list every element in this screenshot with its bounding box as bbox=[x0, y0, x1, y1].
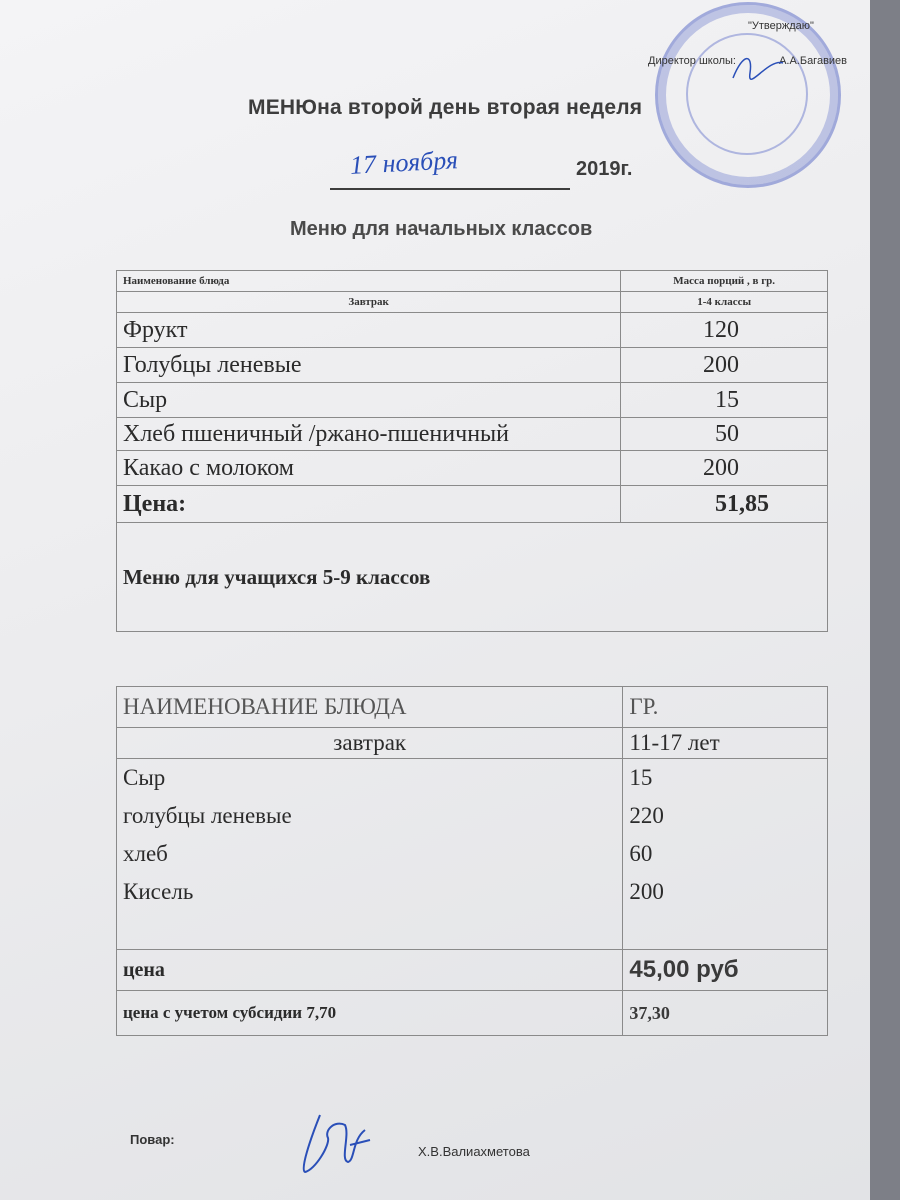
price-row bbox=[117, 950, 828, 991]
table-header-row bbox=[117, 687, 828, 728]
price-row bbox=[117, 486, 828, 523]
dish-name: Сыр bbox=[117, 383, 621, 418]
meal-row bbox=[117, 728, 828, 759]
table-row bbox=[117, 418, 828, 451]
list-item: 200 bbox=[629, 879, 664, 904]
director-label: Директор школы: bbox=[648, 55, 736, 67]
dish-mass: 200 bbox=[621, 451, 828, 486]
dish-masses bbox=[623, 759, 828, 950]
meal-label: завтрак bbox=[117, 728, 623, 759]
list-item: Кисель bbox=[123, 879, 194, 904]
table-row bbox=[117, 451, 828, 486]
grades-label: 1-4 классы bbox=[621, 292, 828, 313]
dish-name: Хлеб пшеничный /ржано-пшеничный bbox=[117, 418, 621, 451]
dish-names bbox=[117, 759, 623, 950]
dish-name: Какао с молоком bbox=[117, 451, 621, 486]
price-label: Цена: bbox=[117, 486, 621, 523]
list-item: 60 bbox=[629, 841, 653, 866]
table-row bbox=[117, 383, 828, 418]
dish-list-row bbox=[117, 759, 828, 950]
ages-label: 11-17 лет bbox=[623, 728, 828, 759]
list-item: 15 bbox=[629, 765, 653, 790]
dish-mass: 15 bbox=[621, 383, 828, 418]
secondary-menu-table bbox=[116, 686, 828, 1036]
handwritten-date: 17 ноября bbox=[349, 145, 459, 180]
header-mass: Масса порций , в гр. bbox=[621, 271, 828, 292]
cook-label: Повар: bbox=[130, 1132, 175, 1147]
header-dish: Наименование блюда bbox=[117, 271, 621, 292]
price-value: 51,85 bbox=[621, 486, 828, 523]
header-dish: НАИМЕНОВАНИЕ БЛЮДА bbox=[117, 687, 623, 728]
list-item: хлеб bbox=[123, 841, 168, 866]
dish-mass: 50 bbox=[621, 418, 828, 451]
cook-signature bbox=[290, 1100, 380, 1180]
approval-label: "Утверждаю" bbox=[748, 20, 814, 32]
list-item: 220 bbox=[629, 803, 664, 828]
table-row bbox=[117, 313, 828, 348]
price-value: 45,00 руб bbox=[623, 950, 828, 991]
price-label: цена bbox=[117, 950, 623, 991]
dish-name: Фрукт bbox=[117, 313, 621, 348]
subsidy-row bbox=[117, 991, 828, 1036]
director-signature bbox=[728, 48, 788, 88]
list-item: голубцы леневые bbox=[123, 803, 292, 828]
subsidy-label: цена с учетом субсидии 7,70 bbox=[117, 991, 623, 1036]
header-mass: ГР. bbox=[623, 687, 828, 728]
dish-mass: 200 bbox=[621, 348, 828, 383]
menu-title: МЕНЮна второй день вторая неделя bbox=[248, 96, 643, 119]
table-row bbox=[117, 348, 828, 383]
table-header-row bbox=[117, 271, 828, 292]
primary-subtitle: Меню для начальных классов bbox=[290, 218, 593, 240]
cook-name: Х.В.Валиахметова bbox=[418, 1144, 530, 1159]
secondary-subtitle: Меню для учащихся 5-9 классов bbox=[117, 523, 828, 632]
list-item: Сыр bbox=[123, 765, 166, 790]
primary-menu-table bbox=[116, 270, 828, 632]
meal-label: Завтрак bbox=[117, 292, 621, 313]
director-name: А.А.Багавиев bbox=[779, 55, 848, 67]
date-year: 2019г. bbox=[576, 158, 633, 180]
dish-name: Голубцы леневые bbox=[117, 348, 621, 383]
dish-mass: 120 bbox=[621, 313, 828, 348]
subsidy-price: 37,30 bbox=[623, 991, 828, 1036]
meal-row bbox=[117, 292, 828, 313]
secondary-subtitle-row bbox=[117, 523, 828, 632]
